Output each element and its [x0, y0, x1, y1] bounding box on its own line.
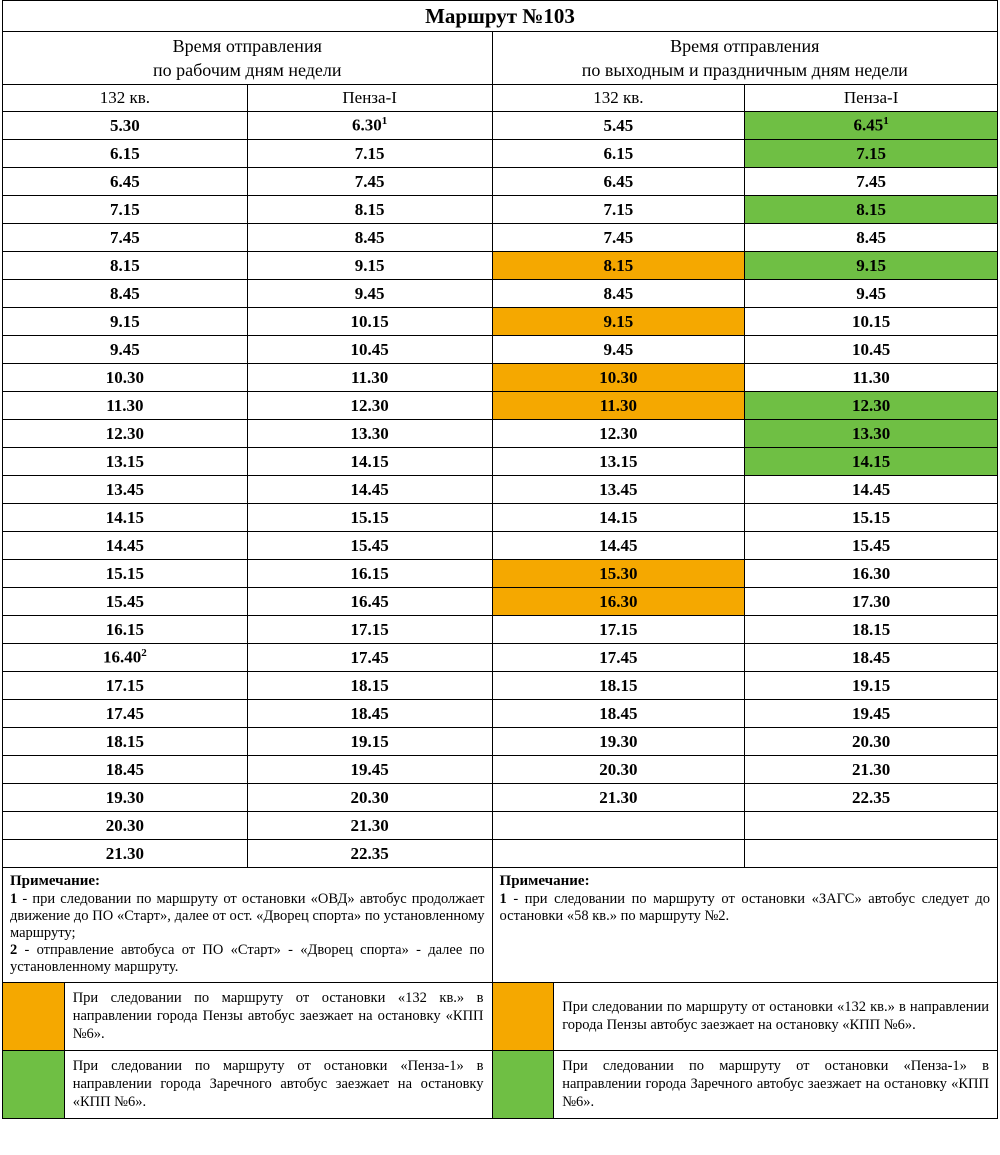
table-row: [3, 112, 998, 140]
legend-swatch: [492, 1051, 554, 1119]
table-row: [3, 224, 998, 252]
time-cell: 19.15: [247, 728, 492, 756]
time-cell: 8.15: [745, 196, 998, 224]
time-cell: 17.45: [3, 700, 248, 728]
time-cell-empty: [745, 840, 998, 868]
table-row: [3, 532, 998, 560]
time-cell: 19.30: [492, 728, 745, 756]
time-cell: 18.45: [247, 700, 492, 728]
table-row: [3, 840, 998, 868]
time-cell-empty: [492, 812, 745, 840]
table-row: [3, 700, 998, 728]
table-row: [3, 196, 998, 224]
weekday-group-header: [3, 32, 493, 85]
table-row: [3, 504, 998, 532]
time-cell: 9.15: [247, 252, 492, 280]
time-cell: 11.30: [247, 364, 492, 392]
note-left-line-1: [10, 891, 485, 942]
time-cell: 6.45: [3, 168, 248, 196]
title-row: [3, 1, 998, 32]
time-cell: 8.45: [745, 224, 998, 252]
weekday-group-line2: по рабочим дням недели: [153, 60, 342, 80]
time-cell: 17.30: [745, 588, 998, 616]
time-cell: 8.45: [247, 224, 492, 252]
column-header-weekend-132: 132 кв.: [492, 85, 745, 112]
time-cell: 21.30: [3, 840, 248, 868]
time-cell: 12.30: [492, 420, 745, 448]
schedule-body: [3, 112, 998, 868]
table-row: [3, 364, 998, 392]
note-left-marker-2: 2: [10, 942, 18, 958]
time-cell: 7.15: [745, 140, 998, 168]
time-cell: 9.45: [247, 280, 492, 308]
time-cell: 19.45: [247, 756, 492, 784]
table-row: [3, 784, 998, 812]
time-cell: 10.15: [745, 308, 998, 336]
time-cell: 8.15: [492, 252, 745, 280]
legend-text: [554, 983, 998, 1051]
time-cell: 22.35: [247, 840, 492, 868]
table-row: [3, 140, 998, 168]
note-left-title: Примечание:: [10, 873, 101, 889]
time-cell: 14.45: [3, 532, 248, 560]
time-cell: 20.30: [3, 812, 248, 840]
table-row: [3, 616, 998, 644]
time-cell: 6.30$^1$: [247, 112, 492, 140]
time-cell: 8.15: [247, 196, 492, 224]
time-cell: 12.30: [247, 392, 492, 420]
legend-swatch: [492, 983, 554, 1051]
table-row: [3, 756, 998, 784]
time-cell-empty: [745, 812, 998, 840]
time-cell: 18.45: [492, 700, 745, 728]
time-cell: 14.15: [3, 504, 248, 532]
notes-table: [2, 867, 998, 983]
table-row: [3, 168, 998, 196]
time-cell: 10.45: [247, 336, 492, 364]
note-left: [3, 868, 493, 983]
note-left-text-2: - отправление автобуса от ПО «Старт» - «Дворец спорта» - далее по установленному маршруту.: [10, 942, 485, 975]
legend-text-body: При следовании по маршруту от остановки «Пенза-1» в направлении города Заречного автобус заезжает на остановку «КПП №6».: [562, 1058, 989, 1110]
footnote-marker: 1: [883, 115, 889, 128]
table-row: [3, 448, 998, 476]
time-cell: 13.45: [492, 476, 745, 504]
time-cell: 13.30: [247, 420, 492, 448]
time-cell: 14.15: [745, 448, 998, 476]
time-cell: 9.15: [492, 308, 745, 336]
time-cell: 17.45: [247, 644, 492, 672]
legend-table: [2, 982, 998, 1119]
note-right-marker-1: 1: [499, 891, 507, 907]
time-cell: 16.45: [247, 588, 492, 616]
time-cell: 20.30: [247, 784, 492, 812]
time-cell: 15.15: [247, 504, 492, 532]
time-cell: 6.15: [3, 140, 248, 168]
time-cell-empty: [492, 840, 745, 868]
time-cell: 15.15: [745, 504, 998, 532]
time-cell: 13.15: [492, 448, 745, 476]
legend-row: [3, 1051, 998, 1119]
weekend-group-line1: Время отправления: [670, 36, 820, 56]
legend-text-body: При следовании по маршруту от остановки «132 кв.» в направлении города Пензы автобус заезжает на остановку «КПП №6».: [562, 999, 989, 1033]
time-cell: 5.45: [492, 112, 745, 140]
schedule-sheet: [2, 0, 998, 1119]
time-cell: 7.15: [247, 140, 492, 168]
time-cell: 17.15: [247, 616, 492, 644]
note-right-title: Примечание:: [499, 873, 590, 889]
table-row: [3, 588, 998, 616]
legend-text: [554, 1051, 998, 1119]
table-row: [3, 728, 998, 756]
weekend-group-line2: по выходным и праздничным дням недели: [581, 60, 908, 80]
time-cell: 6.45$^1$: [745, 112, 998, 140]
time-cell: 8.45: [3, 280, 248, 308]
note-left-line-2: [10, 942, 485, 976]
legend-swatch: [3, 1051, 65, 1119]
note-left-marker-1: 1: [10, 891, 18, 907]
time-cell: 18.15: [745, 616, 998, 644]
footnote-marker: 1: [381, 115, 388, 128]
time-cell: 16.40$^2$: [3, 644, 248, 672]
time-cell: 17.45: [492, 644, 745, 672]
table-row: [3, 280, 998, 308]
time-cell: 6.45: [492, 168, 745, 196]
time-cell: 14.15: [492, 504, 745, 532]
schedule-table: [2, 0, 998, 868]
time-cell: 20.30: [492, 756, 745, 784]
note-right-text-1: - при следовании по маршруту от остановки «ЗАГС» автобус следует до остановки «58 кв.» по маршруту №2.: [499, 891, 990, 924]
time-cell: 7.45: [745, 168, 998, 196]
time-cell: 22.35: [745, 784, 998, 812]
table-row: [3, 644, 998, 672]
time-cell: 17.15: [492, 616, 745, 644]
legend-row: [3, 983, 998, 1051]
time-cell: 11.30: [492, 392, 745, 420]
time-cell: 5.30: [3, 112, 248, 140]
time-cell: 10.15: [247, 308, 492, 336]
time-cell: 7.45: [492, 224, 745, 252]
time-cell: 7.15: [492, 196, 745, 224]
time-cell: 15.45: [745, 532, 998, 560]
table-row: [3, 336, 998, 364]
time-cell: 13.15: [3, 448, 248, 476]
time-cell: 21.30: [492, 784, 745, 812]
time-cell: 10.45: [745, 336, 998, 364]
time-cell: 20.30: [745, 728, 998, 756]
time-cell: 7.45: [3, 224, 248, 252]
legend-body: [3, 983, 998, 1119]
time-cell: 15.45: [3, 588, 248, 616]
notes-row: [3, 868, 998, 983]
time-cell: 9.45: [745, 280, 998, 308]
time-cell: 9.45: [3, 336, 248, 364]
time-cell: 19.15: [745, 672, 998, 700]
time-cell: 10.30: [3, 364, 248, 392]
weekend-group-header: [492, 32, 997, 85]
time-cell: 14.15: [247, 448, 492, 476]
time-cell: 13.30: [745, 420, 998, 448]
time-cell: 14.45: [492, 532, 745, 560]
time-cell: 18.45: [745, 644, 998, 672]
table-row: [3, 308, 998, 336]
column-header-weekday-132: 132 кв.: [3, 85, 248, 112]
legend-text: [64, 983, 492, 1051]
time-cell: 11.30: [745, 364, 998, 392]
time-cell: 7.15: [3, 196, 248, 224]
legend-swatch: [3, 983, 65, 1051]
time-cell: 21.30: [745, 756, 998, 784]
time-cell: 15.45: [247, 532, 492, 560]
time-cell: 18.45: [3, 756, 248, 784]
time-cell: 18.15: [247, 672, 492, 700]
legend-text: [64, 1051, 492, 1119]
time-cell: 11.30: [3, 392, 248, 420]
column-header-weekend-penza: Пенза-I: [745, 85, 998, 112]
time-cell: 15.15: [3, 560, 248, 588]
table-row: [3, 420, 998, 448]
table-row: [3, 560, 998, 588]
table-row: [3, 812, 998, 840]
time-cell: 8.45: [492, 280, 745, 308]
time-cell: 21.30: [247, 812, 492, 840]
time-cell: 14.45: [745, 476, 998, 504]
time-cell: 14.45: [247, 476, 492, 504]
time-cell: 12.30: [3, 420, 248, 448]
footnote-marker: 2: [141, 647, 147, 660]
table-row: [3, 476, 998, 504]
time-cell: 9.45: [492, 336, 745, 364]
time-cell: 9.15: [745, 252, 998, 280]
note-right-line-1: [500, 891, 990, 925]
time-cell: 6.15: [492, 140, 745, 168]
note-right: [492, 868, 997, 983]
time-cell: 18.15: [3, 728, 248, 756]
time-cell: 7.45: [247, 168, 492, 196]
time-cell: 19.30: [3, 784, 248, 812]
time-cell: 16.30: [492, 588, 745, 616]
table-row: [3, 252, 998, 280]
time-cell: 18.15: [492, 672, 745, 700]
table-row: [3, 672, 998, 700]
time-cell: 16.15: [247, 560, 492, 588]
table-row: [3, 392, 998, 420]
time-cell: 16.30: [745, 560, 998, 588]
time-cell: 9.15: [3, 308, 248, 336]
time-cell: 17.15: [3, 672, 248, 700]
time-cell: 15.30: [492, 560, 745, 588]
time-cell: 19.45: [745, 700, 998, 728]
page-title: Маршрут №103: [3, 1, 998, 32]
time-cell: 10.30: [492, 364, 745, 392]
weekday-group-line1: Время отправления: [172, 36, 322, 56]
time-cell: 16.15: [3, 616, 248, 644]
note-left-text-1: - при следовании по маршруту от остановки «ОВД» автобус продолжает движение до ПО «Старт», далее от ост. «Дворец спорта» по установленному маршруту;: [10, 891, 485, 941]
time-cell: 8.15: [3, 252, 248, 280]
time-cell: 12.30: [745, 392, 998, 420]
legend-text-body: При следовании по маршруту от остановки «132 кв.» в направлении города Пензы автобус заезжает на остановку «КПП №6».: [72, 990, 484, 1042]
time-cell: 13.45: [3, 476, 248, 504]
legend-text-body: При следовании по маршруту от остановки «Пенза-1» в направлении города Заречного автобус заезжает на остановку «КПП №6».: [72, 1058, 484, 1110]
column-header-row: [3, 85, 998, 112]
column-header-weekday-penza: Пенза-I: [247, 85, 492, 112]
group-header-row: [3, 32, 998, 85]
